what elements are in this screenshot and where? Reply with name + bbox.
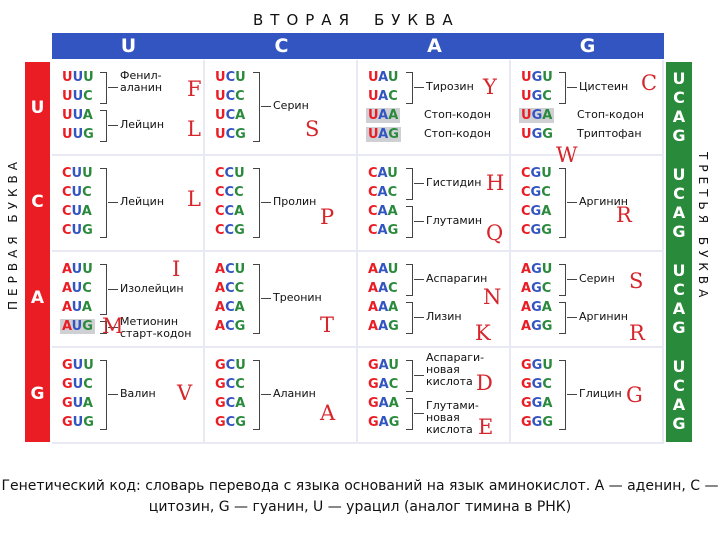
codon-caa: CAA — [368, 204, 398, 219]
amino-acid-abbreviation: R — [629, 321, 645, 345]
codon-ggu: GGU — [521, 358, 553, 373]
third-letter-u: U — [672, 69, 686, 88]
amino-acid-name: Серин — [579, 272, 615, 285]
codon-ccg: CCG — [215, 223, 245, 238]
bracket-tail — [567, 394, 577, 395]
amino-acid-name: Изолейцин — [120, 281, 184, 295]
bracket — [559, 360, 566, 430]
bracket-tail — [261, 106, 271, 107]
first-letter-g: G — [30, 384, 45, 404]
first-letter-title: ПЕРВАЯ БУКВА — [6, 157, 20, 310]
amino-acid-abbreviation: E — [478, 415, 494, 439]
codon-uac: UAC — [368, 89, 398, 104]
codon-cell-uc — [205, 60, 358, 156]
codon-uau: UAU — [368, 70, 399, 85]
bracket — [559, 264, 566, 296]
codon-aag: AAG — [368, 319, 399, 334]
codon-cell-gg — [511, 348, 664, 444]
bracket — [100, 72, 107, 104]
bracket-tail — [261, 394, 271, 395]
amino-acid-name: Тирозин — [426, 80, 474, 93]
bracket — [559, 72, 566, 104]
caption: Генетический код: словарь перевода с языка оснований на язык аминокислот. A — аденин, C — цитозин, G — гуанин, U — урацил (аналог тимина в РНК) — [1, 478, 719, 515]
amino-acid-abbreviation: L — [187, 117, 201, 141]
codon-ucu: UCU — [215, 70, 246, 85]
amino-acid-abbreviation: S — [629, 269, 644, 293]
codon-gug: GUG — [62, 415, 94, 430]
codon-agc: AGC — [521, 281, 552, 296]
third-letter-c: C — [673, 88, 685, 107]
amino-acid-abbreviation: C — [641, 71, 658, 95]
bracket-tail — [567, 202, 577, 203]
bracket — [559, 302, 566, 334]
codon-cell-gu — [52, 348, 205, 444]
codon-cgu: CGU — [521, 166, 552, 181]
codon-gcu: GCU — [215, 358, 246, 373]
codon-cgc: CGC — [521, 185, 551, 200]
second-letter-title-word2: БУКВА — [374, 11, 460, 29]
bracket — [253, 264, 260, 334]
third-letter-a: A — [672, 395, 686, 414]
codon-guc: GUC — [62, 377, 93, 392]
bracket — [253, 168, 260, 238]
amino-acid-name: Треонин — [273, 291, 322, 304]
bracket-tail — [414, 279, 424, 280]
codon-ccu: CCU — [215, 166, 245, 181]
amino-acid-name: Лизин — [426, 310, 462, 323]
codon-aua: AUA — [62, 300, 92, 315]
amino-acid-name: Глутами- новая кислота — [426, 399, 479, 436]
amino-acid-abbreviation: D — [476, 371, 493, 395]
codon-cell-ac — [205, 252, 358, 348]
bracket — [253, 72, 260, 142]
bracket-tail — [414, 317, 424, 318]
amino-acid-abbreviation: N — [483, 285, 502, 309]
second-letter-g: G — [579, 35, 596, 57]
bracket — [406, 398, 413, 430]
codon-gca: GCA — [215, 396, 246, 411]
amino-acid-abbreviation: V — [177, 381, 193, 405]
amino-acid-name: Лейцин — [120, 195, 165, 208]
codon-cac: CAC — [368, 185, 398, 200]
codon-cell-gc — [205, 348, 358, 444]
codon-ggg: GGG — [521, 415, 554, 430]
third-letter-bar — [666, 62, 692, 442]
bracket — [100, 360, 107, 430]
bracket-tail — [567, 87, 577, 88]
codon-uag: UAG — [368, 127, 399, 142]
codon-ucc: UCC — [215, 89, 245, 104]
codon-cell-ga — [358, 348, 511, 444]
codon-aaa: AAA — [368, 300, 399, 315]
second-letter-u: U — [120, 35, 137, 57]
amino-acid-abbreviation: F — [187, 77, 202, 101]
codon-cell-cu — [52, 156, 205, 252]
codon-agu: AGU — [521, 262, 553, 277]
codon-gcg: GCG — [215, 415, 246, 430]
codon-cell-au — [52, 252, 205, 348]
bracket — [100, 264, 107, 315]
codon-cell-ug — [511, 60, 664, 167]
codon-cell-ca — [358, 156, 511, 252]
amino-acid-name: Аргинин — [579, 310, 628, 323]
codon-gga: GGA — [521, 396, 553, 411]
codon-gcc: GCC — [215, 377, 245, 392]
codon-cell-cc — [205, 156, 358, 252]
codon-aga: AGA — [521, 300, 552, 315]
codon-acc: ACC — [215, 281, 245, 296]
amino-acid-name: Аргинин — [579, 195, 628, 208]
amino-acid-abbreviation: H — [486, 171, 505, 195]
bracket-tail — [108, 394, 118, 395]
first-letter-c: C — [31, 192, 44, 212]
third-letter-c: C — [673, 376, 685, 395]
codon-uuc: UUC — [62, 89, 93, 104]
amino-acid-name: Метионин старт-кодон — [120, 315, 192, 340]
amino-acid-abbreviation: G — [626, 383, 643, 407]
bracket-tail — [108, 125, 118, 126]
third-letter-a: A — [672, 107, 686, 126]
amino-acid-name: Лейцин — [120, 118, 165, 131]
codon-aau: AAU — [368, 262, 399, 277]
amino-acid-name: Стоп-кодон — [424, 108, 491, 121]
codon-acu: ACU — [215, 262, 246, 277]
amino-acid-name: Гистидин — [426, 176, 482, 189]
amino-acid-name: Аспарагин — [426, 272, 488, 285]
codon-cca: CCA — [215, 204, 245, 219]
codon-cau: CAU — [368, 166, 398, 181]
codon-guu: GUU — [62, 358, 94, 373]
codon-agg: AGG — [521, 319, 553, 334]
bracket-tail — [414, 221, 424, 222]
codon-cell-ua — [358, 60, 511, 156]
third-letter-g: G — [672, 126, 686, 145]
bracket-tail — [567, 317, 577, 318]
codon-cag: CAG — [368, 223, 399, 238]
codon-cuu: CUU — [62, 166, 93, 181]
bracket — [406, 206, 413, 238]
bracket-tail — [414, 375, 424, 376]
third-letter-g: G — [672, 318, 686, 337]
codon-auc: AUC — [62, 281, 92, 296]
amino-acid-abbreviation: T — [320, 313, 335, 337]
codon-table — [52, 60, 664, 442]
amino-acid-name: Глутамин — [426, 214, 483, 227]
third-letter-a: A — [672, 203, 686, 222]
bracket — [406, 302, 413, 334]
amino-acid-abbreviation: W — [556, 143, 578, 167]
bracket-tail — [108, 289, 118, 290]
third-letter-c: C — [673, 184, 685, 203]
codon-aca: ACA — [215, 300, 245, 315]
amino-acid-abbreviation: L — [187, 187, 201, 211]
bracket-tail — [261, 298, 271, 299]
second-letter-title-word1: ВТОРАЯ — [253, 11, 356, 29]
codon-cgg: CGG — [521, 223, 552, 238]
amino-acid-abbreviation: I — [172, 257, 181, 281]
third-letter-u: U — [672, 261, 686, 280]
amino-acid-name: Аланин — [273, 387, 316, 400]
third-letter-a: A — [672, 299, 686, 318]
amino-acid-name: Пролин — [273, 195, 317, 208]
second-letter-c: C — [274, 35, 289, 57]
codon-gua: GUA — [62, 396, 93, 411]
amino-acid-abbreviation: S — [305, 117, 320, 141]
amino-acid-abbreviation: A — [320, 401, 336, 425]
codon-cua: CUA — [62, 204, 92, 219]
bracket-tail — [567, 279, 577, 280]
codon-acg: ACG — [215, 319, 246, 334]
codon-cga: CGA — [521, 204, 552, 219]
first-letter-u: U — [30, 98, 45, 118]
bracket-tail — [108, 87, 118, 88]
amino-acid-abbreviation: R — [616, 203, 632, 227]
bracket — [100, 168, 107, 238]
third-letter-c: C — [673, 280, 685, 299]
codon-gag: GAG — [368, 415, 400, 430]
third-letter-title: ТРЕТЬЯ БУКВА — [696, 152, 710, 303]
codon-ugg: UGG — [521, 127, 553, 142]
bracket — [100, 110, 107, 142]
bracket — [406, 72, 413, 104]
bracket-tail — [414, 183, 424, 184]
codon-aac: AAC — [368, 281, 398, 296]
bracket — [406, 360, 413, 392]
codon-gaa: GAA — [368, 396, 399, 411]
amino-acid-name: Стоп-кодон — [577, 108, 644, 121]
amino-acid-name: Глицин — [579, 387, 622, 400]
bracket-tail — [414, 87, 424, 88]
amino-acid-name: Аспараги- новая кислота — [426, 351, 485, 388]
amino-acid-abbreviation: P — [320, 205, 335, 229]
codon-uaa: UAA — [368, 108, 399, 123]
bracket — [406, 168, 413, 200]
codon-gac: GAC — [368, 377, 399, 392]
codon-ugc: UGC — [521, 89, 552, 104]
codon-ucg: UCG — [215, 127, 246, 142]
second-letter-a: A — [427, 35, 442, 57]
amino-acid-abbreviation: K — [475, 321, 491, 345]
amino-acid-name: Цистеин — [579, 80, 629, 93]
bracket — [559, 168, 566, 238]
codon-uug: UUG — [62, 127, 94, 142]
bracket-tail — [414, 413, 424, 414]
codon-cell-aa — [358, 252, 511, 348]
second-letter-bar — [52, 33, 664, 59]
first-letter-bar — [25, 62, 50, 442]
amino-acid-name: Триптофан — [577, 127, 642, 140]
codon-ugu: UGU — [521, 70, 553, 85]
bracket-tail — [261, 202, 271, 203]
codon-auu: AUU — [62, 262, 93, 277]
codon-cell-ag — [511, 252, 664, 348]
bracket — [253, 360, 260, 430]
codon-uga: UGA — [521, 108, 553, 123]
amino-acid-abbreviation: Y — [483, 75, 497, 99]
third-letter-g: G — [672, 222, 686, 241]
codon-gau: GAU — [368, 358, 399, 373]
codon-ccc: CCC — [215, 185, 244, 200]
amino-acid-name: Стоп-кодон — [424, 127, 491, 140]
bracket — [406, 264, 413, 296]
codon-cell-uu — [52, 60, 205, 156]
codon-cell-cg — [511, 156, 664, 252]
codon-uca: UCA — [215, 108, 246, 123]
codon-cuc: CUC — [62, 185, 92, 200]
amino-acid-name: Фенил- аланин — [120, 69, 163, 94]
codon-uua: UUA — [62, 108, 93, 123]
third-letter-u: U — [672, 357, 686, 376]
codon-aug: AUG — [62, 319, 93, 334]
amino-acid-abbreviation: M — [102, 314, 124, 338]
amino-acid-name: Серин — [273, 99, 309, 112]
codon-cug: CUG — [62, 223, 93, 238]
codon-ggc: GGC — [521, 377, 552, 392]
codon-uuu: UUU — [62, 70, 94, 85]
amino-acid-abbreviation: Q — [486, 221, 504, 245]
third-letter-u: U — [672, 165, 686, 184]
bracket-tail — [108, 202, 118, 203]
amino-acid-name: Валин — [120, 387, 156, 400]
third-letter-g: G — [672, 414, 686, 433]
first-letter-a: A — [30, 288, 45, 308]
